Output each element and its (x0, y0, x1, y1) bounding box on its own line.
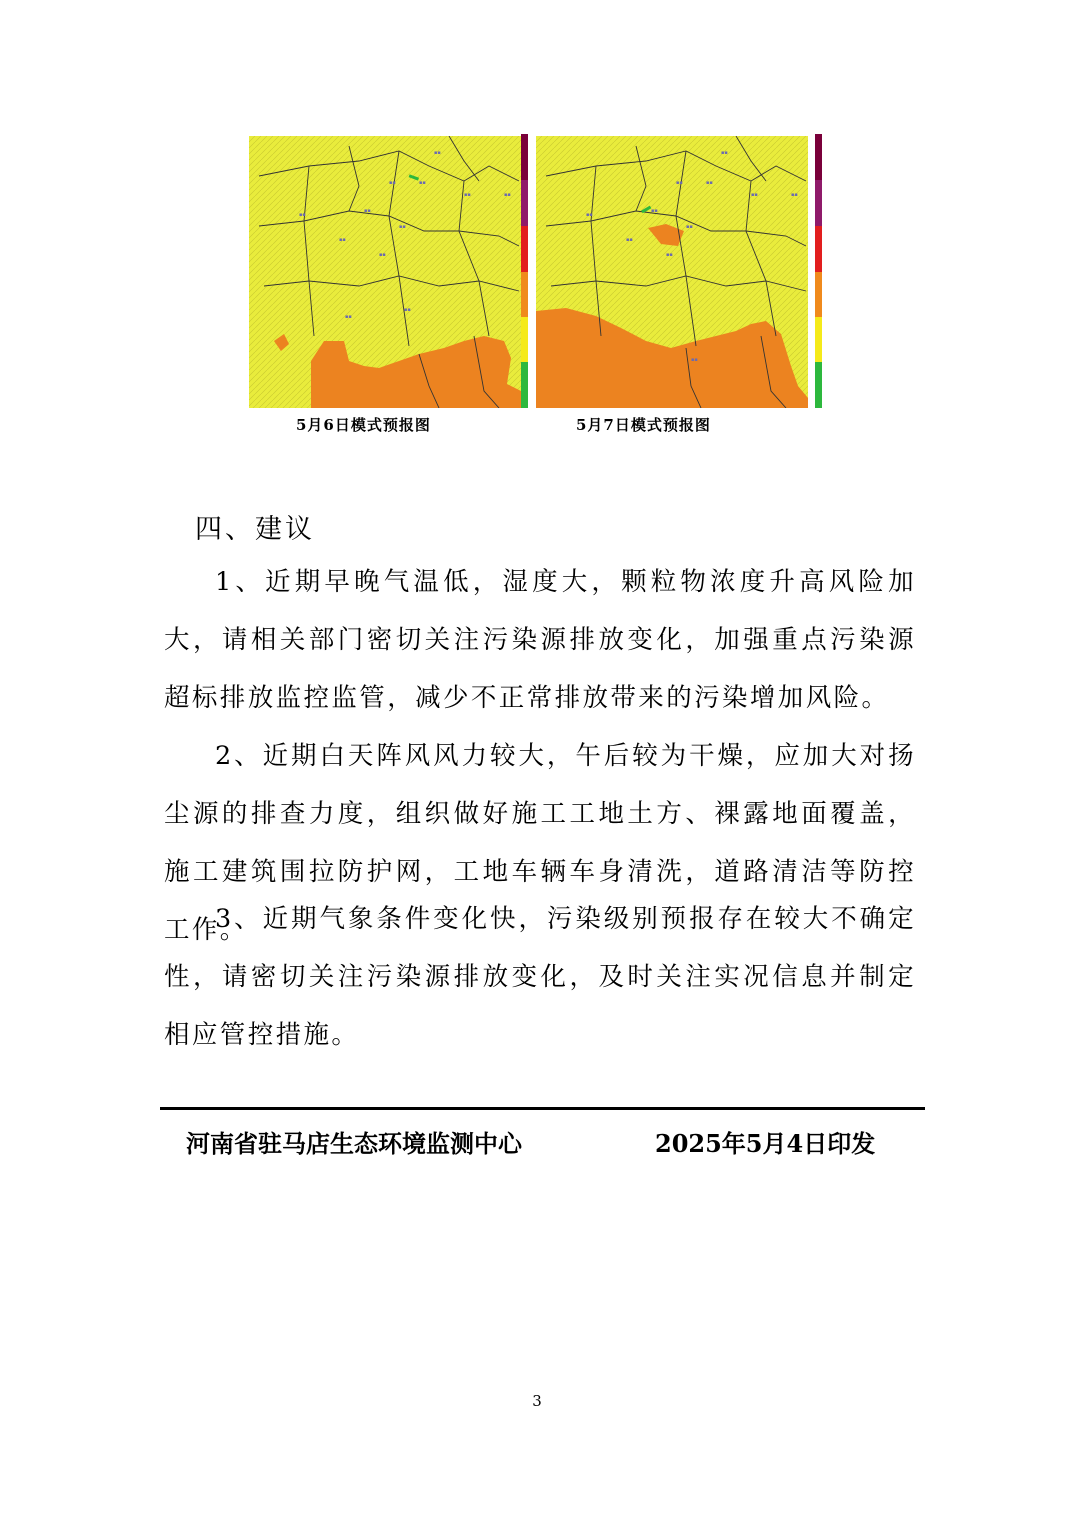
figure-caption-1: 5月6日模式预报图 (296, 416, 431, 434)
footer-divider (160, 1107, 925, 1110)
footer-date: 2025年5月4日印发 (655, 1129, 876, 1158)
color-legend-1 (520, 134, 529, 408)
svg-text:▪▪: ▪▪ (345, 314, 352, 320)
svg-text:▪▪: ▪▪ (389, 180, 396, 186)
svg-text:▪▪: ▪▪ (504, 192, 511, 198)
svg-text:▪▪: ▪▪ (666, 252, 673, 258)
svg-text:▪▪: ▪▪ (791, 192, 798, 198)
svg-text:▪▪: ▪▪ (419, 180, 426, 186)
recommendation-paragraph-2: 2、近期白天阵风风力较大，午后较为干燥，应加大对扬尘源的排查力度，组织做好施工工地土方、裸露地面覆盖，施工建筑围拉防护网，工地车辆车身清洗，道路清洁等防控工作。 (164, 741, 916, 945)
svg-text:▪▪: ▪▪ (706, 180, 713, 186)
svg-text:▪▪: ▪▪ (434, 150, 441, 156)
svg-text:▪▪: ▪▪ (299, 212, 306, 218)
recommendation-paragraph-1: 1、近期早晚气温低，湿度大，颗粒物浓度升高风险加大，请相关部门密切关注污染源排放变化，加强重点污染源超标排放监控监管，减少不正常排放带来的污染增加风险。 (164, 567, 916, 713)
svg-text:▪▪: ▪▪ (379, 252, 386, 258)
svg-text:▪▪: ▪▪ (676, 180, 683, 186)
svg-text:▪▪: ▪▪ (399, 224, 406, 230)
page-number: 3 (532, 1392, 542, 1410)
svg-text:▪▪: ▪▪ (751, 192, 758, 198)
svg-text:▪▪: ▪▪ (626, 237, 633, 243)
svg-text:▪▪: ▪▪ (721, 150, 728, 156)
svg-text:▪▪: ▪▪ (339, 237, 346, 243)
recommendation-paragraph-3: 3、近期气象条件变化快，污染级别预报存在较大不确定性，请密切关注污染源排放变化，及时关注实况信息并制定相应管控措施。 (164, 904, 916, 1050)
svg-text:▪▪: ▪▪ (651, 208, 658, 214)
forecast-map-may6 (249, 136, 521, 408)
forecast-map-may7 (536, 136, 808, 408)
svg-text:▪▪: ▪▪ (464, 192, 471, 198)
svg-text:▪▪: ▪▪ (404, 307, 411, 313)
footer-organization: 河南省驻马店生态环境监测中心 (186, 1129, 522, 1158)
color-legend-2 (814, 134, 823, 408)
svg-text:▪▪: ▪▪ (364, 208, 371, 214)
figure-caption-2: 5月7日模式预报图 (576, 416, 711, 434)
section-heading: 四、建议 (195, 514, 315, 545)
svg-text:▪▪: ▪▪ (686, 224, 693, 230)
svg-text:▪▪: ▪▪ (691, 357, 698, 363)
svg-text:▪▪: ▪▪ (586, 212, 593, 218)
